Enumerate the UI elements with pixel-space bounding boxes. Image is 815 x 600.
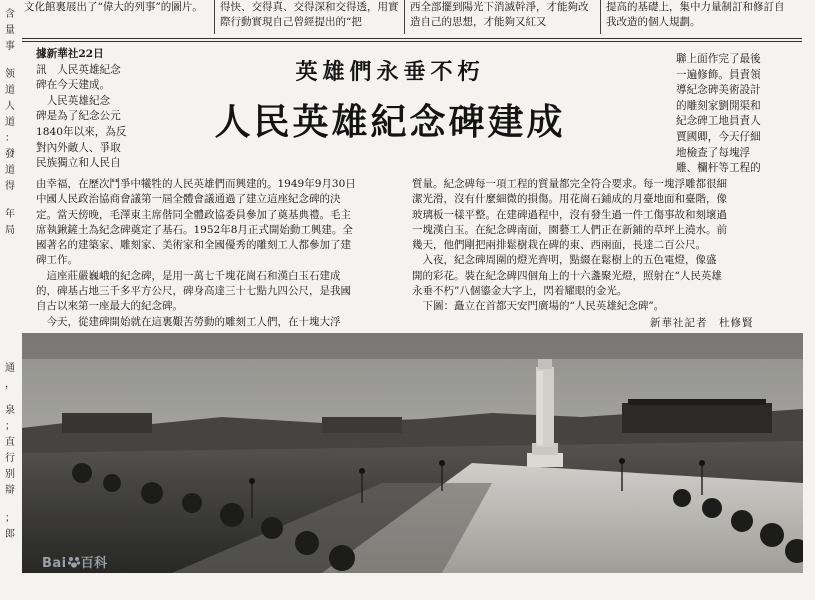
- margin-char: 直: [5, 437, 15, 448]
- headline-kicker: 英雄們永垂不朽: [295, 60, 485, 85]
- body-line: 幾天，他們剛把兩排鬆樹栽在碑的東、西兩面，長達二百公尺。: [412, 239, 706, 252]
- margin-char: ，: [5, 379, 15, 390]
- right-line: 雕、欄杆等工程的: [676, 162, 761, 175]
- body-line: 席執鍬鏟土為紀念碑奠定了基石。1952年8月正式開始動工興建。全: [36, 223, 353, 236]
- column-divider: [214, 0, 215, 34]
- body-line: 碑工作。: [36, 254, 78, 267]
- right-line: 賈國卿，今天仔細: [676, 130, 761, 143]
- margin-char: 郎: [5, 529, 15, 540]
- margin-char: 辯: [5, 485, 15, 496]
- body-line: 中國人民政治協商會議第一屆全體會議通過了建立這座紀念碑的決: [36, 193, 341, 206]
- body-line: 由幸福，在歷次鬥爭中犧牲的人民英雄們而興建的。1949年9月30日: [36, 178, 356, 190]
- body-line: 開的彩花。裝在紀念碑四個角上的十六盞聚光燈，照射在“人民英雄: [412, 269, 722, 282]
- top-strip-left: 文化館裏展出了“偉大的列事”的圖片。: [24, 1, 203, 13]
- body-line: 這座莊嚴巍峨的紀念碑，是用一萬七千塊花崗石和漢白玉石建成: [36, 269, 341, 282]
- body-line: 一塊漢白玉。在紀念碑南面，園藝工人們正在新鋪的草坪上澆水。前: [412, 223, 727, 236]
- lead-line: 1840年以來，為反: [36, 125, 127, 138]
- column-divider: [600, 0, 601, 34]
- column-divider: [404, 0, 405, 34]
- baike-watermark: [42, 552, 108, 573]
- right-line: 地檢查了每塊浮: [676, 146, 751, 159]
- lead-line: 碑在今天建成。: [36, 79, 111, 92]
- lead-line: 碑是為了紀念公元: [36, 110, 121, 123]
- margin-char: 道: [5, 85, 15, 96]
- body-line: 質量。紀念碑每一項工程的質量都完全符合要求。每一塊浮雕都很細: [412, 178, 727, 190]
- section-rule: [22, 38, 802, 39]
- right-line: 紀念碑工地員責人: [676, 115, 761, 128]
- article-right-column: [676, 52, 778, 177]
- watermark-text-a: Bai: [42, 556, 67, 571]
- byline: 新華社記者 杜修賢: [650, 317, 754, 329]
- right-line: 導紀念碑美術設計: [676, 84, 761, 97]
- margin-char: 领: [5, 69, 15, 80]
- headline-title: 人民英雄紀念碑建成: [214, 101, 566, 143]
- headline-block: [150, 58, 630, 148]
- paw-icon: [67, 555, 81, 573]
- margin-char: 别: [5, 469, 15, 480]
- watermark-text-b: 百科: [80, 556, 108, 571]
- top-strip-right-center: 西全部擺到陽光下消滅幹淨，才能夠改造自己的思想，才能夠又紅又: [410, 1, 589, 28]
- margin-char: 道: [5, 165, 15, 176]
- margin-char: 行: [5, 453, 15, 464]
- article-lead-column: [36, 47, 140, 172]
- margin-char: 年: [5, 209, 15, 220]
- margin-char: 得: [5, 181, 15, 192]
- right-line: 一遍修飾。員責領: [676, 68, 761, 81]
- monument-photo: [22, 333, 803, 573]
- article-body-left: [36, 177, 398, 330]
- monument-photo-graphic: [22, 333, 803, 573]
- body-line: 入夜，紀念碑周圍的燈光齊明，點綴在鬆樹上的五色電燈，像盛: [412, 254, 717, 267]
- section-rule: [22, 41, 802, 42]
- margin-char: ；: [5, 421, 15, 432]
- body-line: 自古以來第一座最大的紀念碑。: [36, 300, 183, 313]
- body-line: 定。當天傍晚，毛澤東主席偕同全體政協委員參加了奠基典禮。毛主: [36, 208, 351, 221]
- body-line: 潔光滑，沒有什麼細微的損傷。用花崗石鋪成的月臺地面和臺階，像: [412, 193, 727, 206]
- top-strip-center: 得快、交得真、交得深和交得透，用實際行動實現自己曾經提出的“把: [220, 1, 399, 28]
- lead-line: 對內外敵人、爭取: [36, 141, 121, 154]
- margin-char: 量: [5, 25, 15, 36]
- margin-char: 含: [5, 9, 15, 20]
- top-strip-right: 提高的基礎上，集中力量制訂和修訂自我改造的個人規劃。: [606, 1, 785, 28]
- dateline: 據新華社22日: [36, 48, 104, 60]
- right-line: 聯上面作完了最後: [676, 53, 761, 65]
- margin-char: 通: [5, 363, 15, 374]
- lead-line: 民族獨立和人民自: [36, 157, 121, 170]
- body-line: 下圖：矗立在首都天安門廣場的“人民英雄紀念碑”。: [412, 300, 665, 313]
- margin-char: 局: [5, 225, 15, 236]
- margin-char: ；: [5, 513, 15, 524]
- margin-char: 泉: [5, 405, 15, 416]
- body-line: 國著名的建築家、雕刻家、美術家和全國優秀的雕刻工人都參加了建: [36, 239, 351, 252]
- body-line: 永垂不朽”八個鎏金大字上，閃着耀眼的金光。: [412, 285, 628, 298]
- body-line: 今天，從建碑開始就在這裏艱苦勞動的雕刻工人們，在十塊大浮: [36, 315, 341, 328]
- body-line: 的，碑基占地三千多平方公尺，碑身高達三十七點九四公尺，是我國: [36, 285, 351, 298]
- right-line: 的雕刻家劉開渠和: [676, 99, 761, 112]
- margin-char: 發: [5, 149, 15, 160]
- margin-char: 事: [5, 41, 15, 52]
- left-margin-strip: [0, 0, 22, 600]
- margin-char: 道: [5, 117, 15, 128]
- margin-char: 人: [5, 101, 15, 112]
- body-line: 玻璃板一樣平整。在建碑過程中，沒有發生過一件工傷事故和刻壞過: [412, 208, 727, 221]
- article-body-right: [412, 177, 784, 315]
- lead-line: 訊 人民英雄紀念: [36, 63, 121, 76]
- margin-char: ：: [5, 133, 15, 144]
- lead-line: 人民英雄紀念: [36, 94, 111, 107]
